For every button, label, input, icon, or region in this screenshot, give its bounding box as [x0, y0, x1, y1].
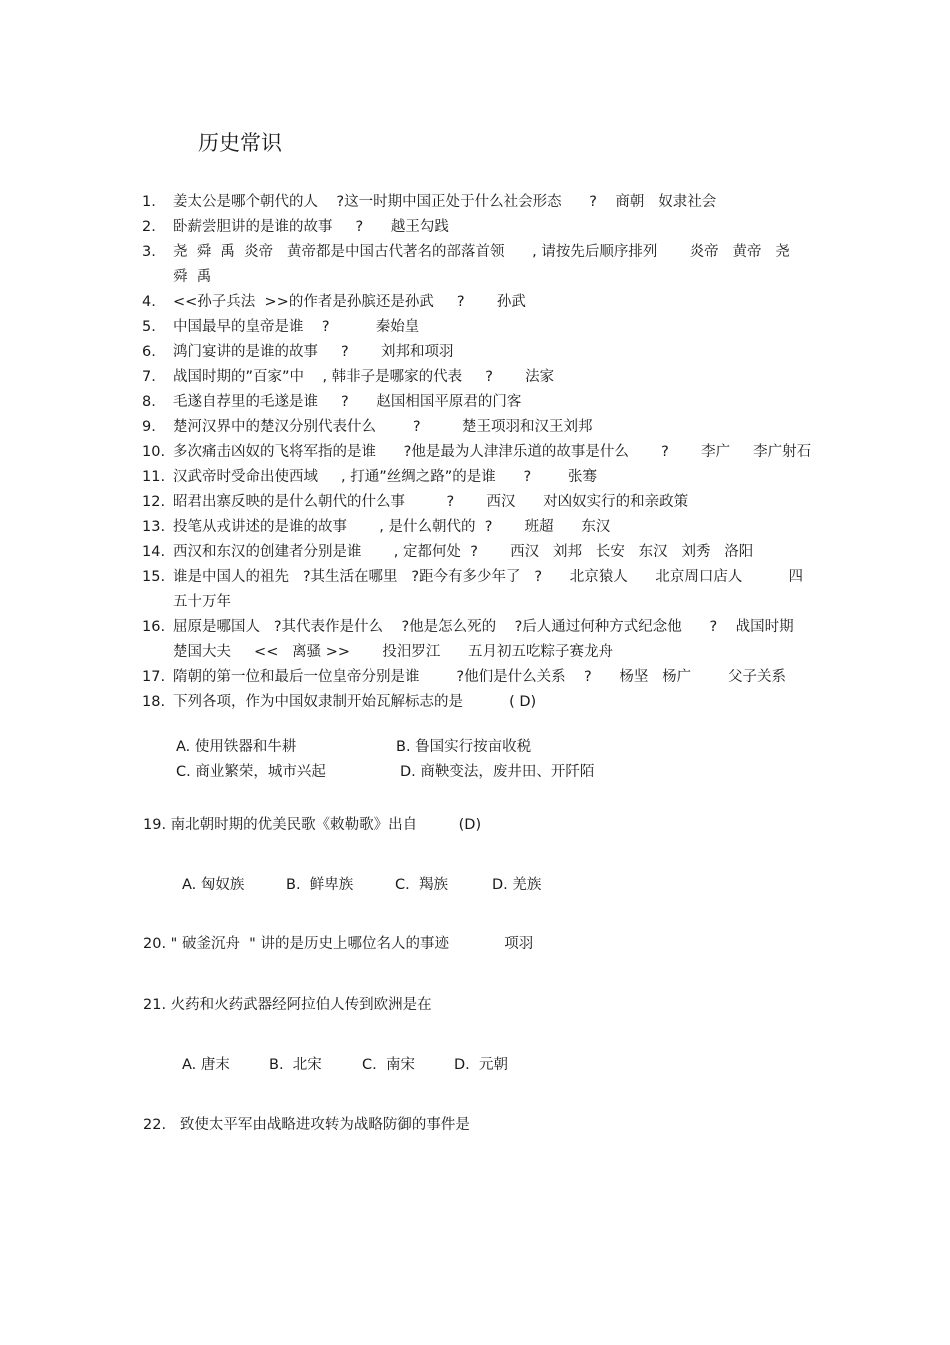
list-item: [142, 515, 822, 540]
item-text: 西汉和东汉的创建者分别是谁 , 定都何处 ? 西汉 刘邦 长安 东汉 刘秀 洛阳: [173, 544, 754, 560]
item-number: 7.: [142, 369, 156, 385]
item-number: 14.: [142, 544, 166, 560]
question-21: 21. 火药和火药武器经阿拉伯人传到欧洲是在: [143, 997, 432, 1013]
question-20: 20. " 破釜沉舟 " 讲的是历史上哪位名人的事迹 项羽: [143, 936, 534, 952]
item-text: 隋朝的第一位和最后一位皇帝分别是谁 ?他们是什么关系 ? 杨坚 杨广 父子关系: [173, 669, 787, 685]
list-item: [142, 565, 822, 615]
item-text: <<孙子兵法 >>的作者是孙膑还是孙武 ? 孙武: [173, 294, 526, 310]
list-item: [142, 690, 822, 715]
question-list: [142, 190, 822, 715]
list-item: [142, 440, 822, 465]
item-text: 楚河汉界中的楚汉分别代表什么 ? 楚王项羽和汉王刘邦: [173, 419, 593, 435]
question-19: 19. 南北朝时期的优美民歌《敕勒歌》出自 (D): [143, 817, 482, 833]
list-item: [142, 215, 822, 240]
q18-option-b: B. 鲁国实行按亩收税: [396, 739, 532, 755]
item-number: 9.: [142, 419, 156, 435]
list-item: [142, 190, 822, 215]
q19-option-c: C. 羯族: [395, 877, 448, 893]
item-text: 毛遂自荐里的毛遂是谁 ? 赵国相国平原君的门客: [173, 394, 522, 410]
item-number: 5.: [142, 319, 156, 335]
list-item: [142, 390, 822, 415]
item-text: 昭君出寨反映的是什么朝代的什么事 ? 西汉 对凶奴实行的和亲政策: [173, 494, 689, 510]
list-item: [142, 340, 822, 365]
item-number: 15.: [142, 569, 166, 585]
item-number: 18.: [142, 694, 166, 710]
q19-option-d: D. 羌族: [492, 877, 542, 893]
list-item: [142, 415, 822, 440]
question-22: 22. 致使太平军由战略进攻转为战略防御的事件是: [143, 1117, 470, 1133]
q18-option-d: D. 商鞅变法，废井田、开阡陌: [400, 764, 595, 780]
q18-option-c: C. 商业繁荣，城市兴起: [176, 764, 326, 780]
item-number: 6.: [142, 344, 156, 360]
list-item: [142, 490, 822, 515]
item-text: 卧薪尝胆讲的是谁的故事 ? 越王勾践: [173, 219, 449, 235]
item-text: 战国时期的”百家”中 , 韩非子是哪家的代表 ? 法家: [173, 369, 555, 385]
item-number: 13.: [142, 519, 166, 535]
list-item: [142, 290, 822, 315]
page-title: 历史常识: [198, 131, 282, 155]
q19-option-b: B. 鲜卑族: [286, 877, 354, 893]
item-text: 下列各项，作为中国奴隶制开始瓦解标志的是 ( D): [173, 694, 537, 710]
item-text: 谁是中国人的祖先 ?其生活在哪里 ?距今有多少年了 ? 北京猿人 北京周口店人 四 五十万年: [173, 569, 803, 610]
item-text: 鸿门宴讲的是谁的故事 ? 刘邦和项羽: [173, 344, 454, 360]
q21-option-b: B. 北宋: [269, 1057, 322, 1073]
q19-option-a: A. 匈奴族: [182, 877, 245, 893]
item-number: 17.: [142, 669, 166, 685]
item-text: 屈原是哪国人 ?其代表作是什么 ?他是怎么死的 ?后人通过何种方式纪念他 ? 战国时期 楚国大夫 << 离骚 >> 投汨罗江 五月初五吃粽子赛龙舟: [173, 619, 794, 660]
item-text: 中国最早的皇帝是谁 ? 秦始皇: [173, 319, 420, 335]
item-number: 16.: [142, 619, 166, 635]
list-item: [142, 315, 822, 340]
item-number: 4.: [142, 294, 156, 310]
item-number: 8.: [142, 394, 156, 410]
item-text: 汉武帝时受命出使西域 , 打通”丝绸之路”的是谁 ? 张骞: [173, 469, 598, 485]
item-number: 3.: [142, 244, 156, 260]
q21-option-d: D. 元朝: [454, 1057, 508, 1073]
list-item: [142, 465, 822, 490]
item-number: 12.: [142, 494, 166, 510]
item-text: 投笔从戎讲述的是谁的故事 , 是什么朝代的 ? 班超 东汉: [173, 519, 611, 535]
q21-option-c: C. 南宋: [362, 1057, 415, 1073]
list-item: [142, 540, 822, 565]
list-item: [142, 615, 822, 665]
list-item: [142, 240, 822, 290]
item-number: 2.: [142, 219, 156, 235]
q21-option-a: A. 唐末: [182, 1057, 230, 1073]
list-item: [142, 665, 822, 690]
q18-option-a: A. 使用铁器和牛耕: [176, 739, 297, 755]
list-item: [142, 365, 822, 390]
item-number: 11.: [142, 469, 166, 485]
item-number: 10.: [142, 444, 166, 460]
item-text: 尧 舜 禹 炎帝 黄帝都是中国古代著名的部落首领 , 请按先后顺序排列 炎帝 黄帝 尧 舜 禹: [173, 244, 790, 285]
item-text: 多次痛击凶奴的飞将军指的是谁 ?他是最为人津津乐道的故事是什么 ? 李广 李广射石: [173, 444, 812, 460]
item-text: 姜太公是哪个朝代的人 ?这一时期中国正处于什么社会形态 ? 商朝 奴隶社会: [173, 194, 717, 210]
item-number: 1.: [142, 194, 156, 210]
